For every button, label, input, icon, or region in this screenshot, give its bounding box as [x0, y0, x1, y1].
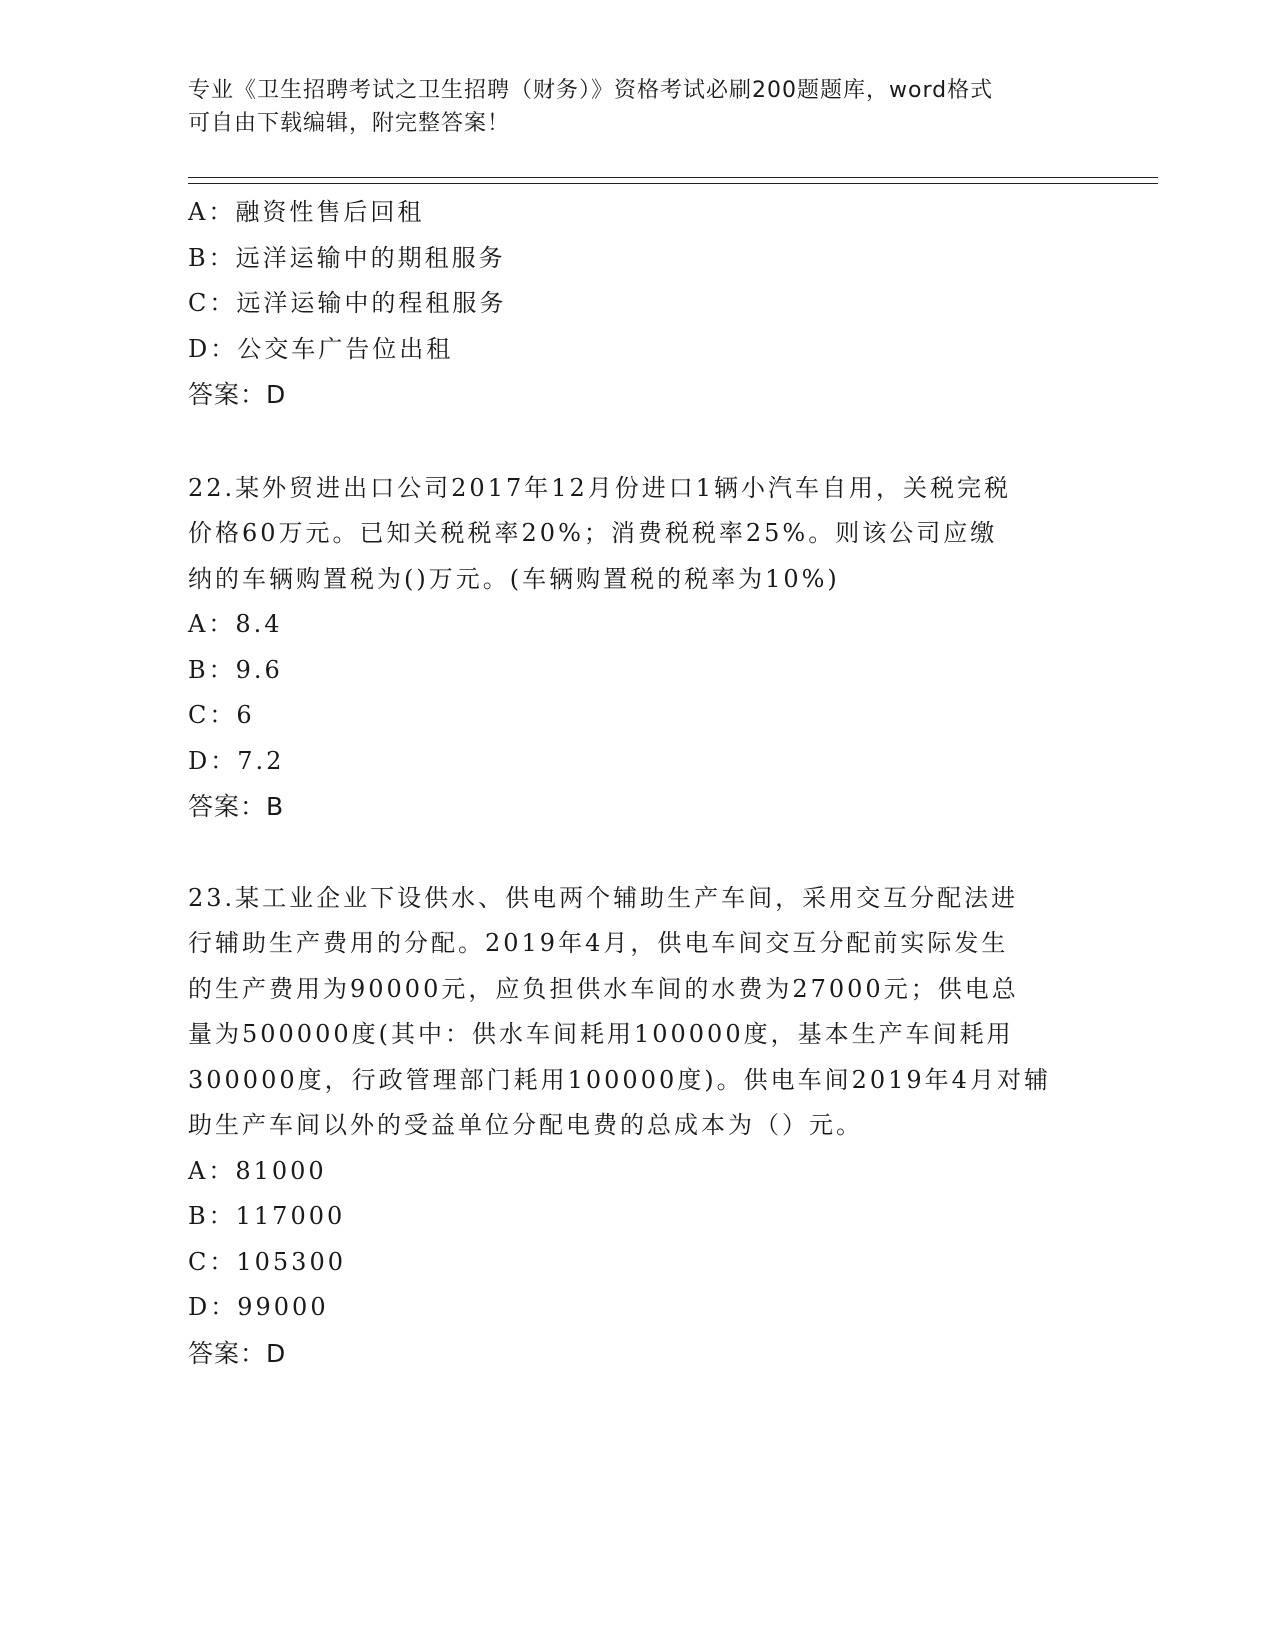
option-d: D：公交车广告位出租	[188, 334, 454, 363]
question-block-23	[188, 876, 1088, 1377]
header-line-2: 可自由下载编辑，附完整答案！	[188, 111, 511, 136]
question-block-21	[188, 190, 1088, 418]
header-divider-bottom	[188, 183, 1158, 184]
question-text-line: 助生产车间以外的受益单位分配电费的总成本为（）元。	[188, 1111, 863, 1139]
question-text-line: 300000度，行政管理部门耗用100000度)。供电车间2019年4月对辅	[188, 1065, 1051, 1094]
question-text-line: 行辅助生产费用的分配。2019年4月，供电车间交互分配前实际发生	[188, 929, 1009, 957]
question-content	[188, 190, 1088, 1376]
question-block-22	[188, 466, 1088, 830]
option-d: D：7.2	[188, 746, 285, 775]
header-line-1: 专业《卫生招聘考试之卫生招聘（财务）》资格考试必刷200题题库，word格式	[188, 78, 994, 103]
option-a: A：融资性售后回租	[188, 198, 425, 226]
option-b: B：9.6	[188, 655, 283, 684]
spacer	[188, 418, 1088, 466]
question-text-line: 23.某工业企业下设供水、供电两个辅助生产车间，采用交互分配法进	[188, 883, 1019, 912]
spacer	[188, 830, 1088, 876]
option-c: C：远洋运输中的程租服务	[188, 289, 507, 317]
question-text-line: 22.某外贸进出口公司2017年12月份进口1辆小汽车自用，关税完税	[188, 473, 1012, 502]
answer-label: 答案：B	[188, 792, 285, 821]
header-divider-top	[188, 177, 1158, 178]
question-text-line: 量为500000度(其中：供水车间耗用100000度，基本生产车间耗用	[188, 1020, 1014, 1048]
option-c: C：6	[188, 701, 255, 729]
option-c: C：105300	[188, 1247, 346, 1276]
question-text-line: 纳的车辆购置税为()万元。(车辆购置税的税率为10%)	[188, 564, 840, 593]
option-d: D：99000	[188, 1293, 329, 1321]
document-header	[188, 74, 1088, 140]
option-b: B：117000	[188, 1202, 346, 1230]
option-b: B：远洋运输中的期租服务	[188, 243, 506, 272]
question-text-line: 的生产费用为90000元，应负担供水车间的水费为27000元；供电总	[188, 974, 1019, 1003]
answer-label: 答案：D	[188, 1338, 287, 1368]
option-a: A：81000	[188, 1156, 327, 1185]
option-a: A：8.4	[188, 610, 283, 638]
question-text-line: 价格60万元。已知关税税率20%；消费税税率25%。则该公司应缴	[188, 519, 998, 547]
answer-label: 答案：D	[188, 380, 287, 409]
